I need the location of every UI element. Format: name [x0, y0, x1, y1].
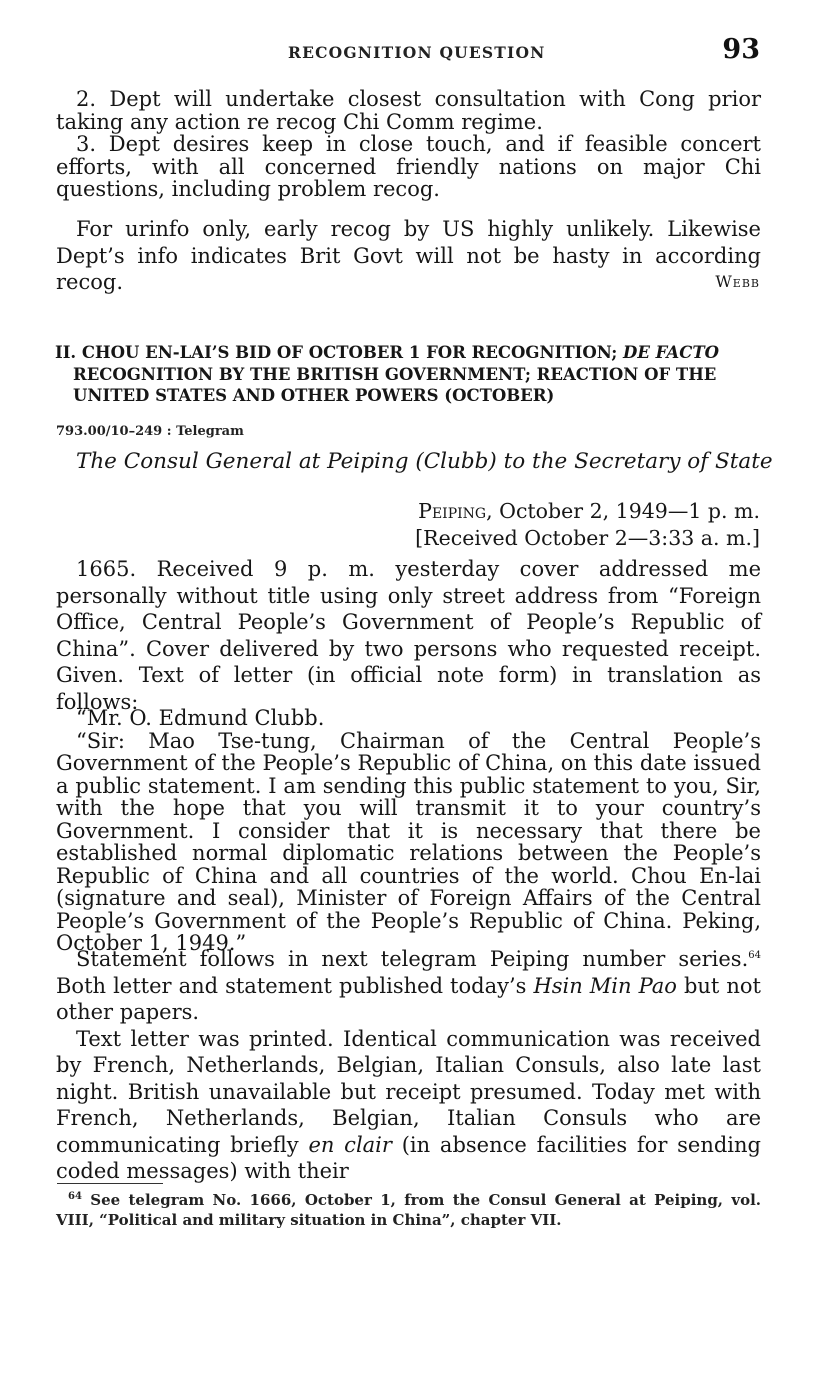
item-2: 2. Dept will undertake closest consultation with Cong prior taking any action re recog Chi Comm regime.: [56, 87, 761, 134]
opening-paragraph-block: [56, 216, 761, 296]
telegram-paragraph-3: [56, 1026, 761, 1185]
telegram-paragraph-1: 1665. Received 9 p. m. yesterday cover addressed me personally without title using only street address from “Foreign Office, Central People’s Government of People’s Republic of China”. Cover delivered by two persons who requested receipt. Given. Text of letter (in official note form) in translation as follows:: [56, 557, 761, 714]
footnote-text: See telegram No. 1666, October 1, from the Consul General at Peiping, vol. VIII, “Political and military situation in China”, chapter VII.: [56, 1191, 761, 1229]
footnote: [56, 1190, 761, 1230]
quoted-letter-body: “Sir: Mao Tse-tung, Chairman of the Central People’s Government of the People’s Republic of China, on this date issued a public statement. I am sending this public statement to you, Sir, with the hope that you will transmit it to your country’s Government. I consider that it is necessary that there be established normal diplomatic relations between the People’s Republic of China and all countries of the world. Chou En-lai (signature and seal), Minister of Foreign Affairs of the Central People’s Government of the People’s Republic of China. Peking, October 1, 1949.”: [56, 728, 761, 955]
newspaper-name: Hsin Min Pao: [533, 973, 677, 998]
dateline-date: October 2, 1949—1 p. m.: [492, 499, 760, 523]
opening-items: [56, 88, 761, 201]
page-number: 93: [722, 34, 760, 65]
paragraph-3-text-end: (in absence facilities for sending coded messages) with their: [56, 1132, 761, 1183]
signature: Webb: [715, 272, 760, 291]
dateline-place: Peiping,: [418, 499, 493, 523]
paragraph-2-text-mid: Both letter and statement published today’s: [56, 973, 534, 998]
footnote-divider: [57, 1183, 163, 1184]
dateline: [400, 499, 760, 523]
document-reference: 793.00/10–249 : Telegram: [56, 424, 244, 439]
section-heading: [55, 342, 761, 407]
paragraph-3-text: Text letter was printed. Identical communication was received by French, Netherlands, Belgian, Italian Consuls, also late last night. British unavailable but receipt presumed. Today met with French, Netherlands, Belgian, Italian Consuls who are communicating briefly: [56, 1026, 761, 1157]
section-heading-line-2: RECOGNITION BY THE BRITISH GOVERNMENT; REACTION OF THE: [73, 364, 717, 384]
running-header: [0, 34, 838, 66]
en-clair-phrase: en clair: [308, 1132, 392, 1157]
paragraph-2-text-end: but not other papers.: [56, 973, 761, 1024]
section-heading-line-1: [55, 342, 761, 364]
info-paragraph: For urinfo only, early recog by US highly unlikely. Likewise Dept’s info indicates Brit Govt will not be hasty in according recog.: [56, 217, 761, 294]
quoted-salutation: “Mr. O. Edmund Clubb.: [76, 706, 325, 730]
telegram-closing: [56, 946, 761, 1185]
section-heading-italic: DE FACTO: [623, 343, 719, 362]
footnote-marker: 64: [748, 950, 761, 961]
telegram-opening: [56, 556, 761, 715]
running-title: RECOGNITION QUESTION: [288, 43, 546, 62]
quoted-letter: [56, 707, 761, 955]
received-line: [Received October 2—3:33 a. m.]: [415, 526, 760, 550]
paragraph-2-text: Statement follows in next telegram Peiping number series.: [76, 947, 749, 971]
item-3: 3. Dept desires keep in close touch, and if feasible concert efforts, with all concerned friendly nations on major Chi questions, including problem recog.: [56, 132, 761, 201]
section-heading-text: II. CHOU EN-LAI’S BID OF OCTOBER 1 FOR RECOGNITION;: [55, 343, 624, 362]
footnote-number: 64: [68, 1191, 82, 1202]
telegram-paragraph-2: [56, 946, 761, 1026]
document-heading: The Consul General at Peiping (Clubb) to the Secretary of State: [76, 449, 773, 474]
section-heading-line-3: UNITED STATES AND OTHER POWERS (OCTOBER): [73, 386, 555, 405]
